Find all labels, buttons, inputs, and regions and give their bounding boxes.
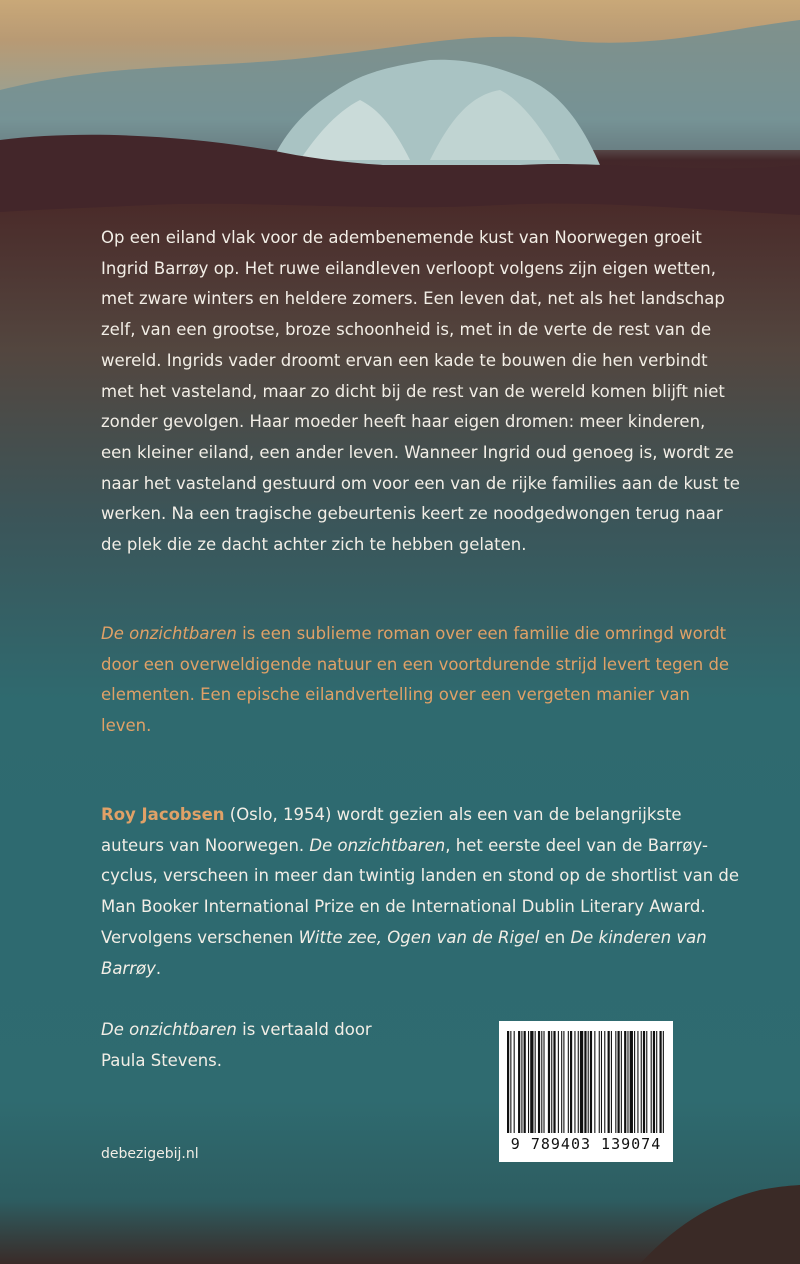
barcode-bar	[621, 1031, 622, 1133]
barcode-bar	[543, 1031, 544, 1133]
barcode-bar	[578, 1031, 579, 1133]
barcode-bar	[553, 1031, 555, 1133]
barcode-bar	[528, 1031, 529, 1133]
author-bio-text: , het eerste deel van de Barrøy-cyclus, verscheen in meer dan twintig landen en stond op de shortlist van de Man Booker International Prize en de International Dublin Literary Award. Vervolgens verschenen	[101, 835, 740, 947]
barcode-bar	[535, 1031, 536, 1133]
barcode-bar	[551, 1031, 552, 1133]
barcode-bar	[548, 1031, 550, 1133]
barcode-bar	[588, 1031, 589, 1133]
author-bio	[101, 800, 741, 984]
barcode-bar	[514, 1031, 515, 1133]
book-title: De onzichtbaren	[309, 835, 446, 855]
barcode-bar	[653, 1031, 655, 1133]
barcode-bar	[580, 1031, 583, 1133]
barcode-bar	[630, 1031, 633, 1133]
barcode-bar	[604, 1031, 605, 1133]
barcode-bar	[524, 1031, 526, 1133]
book-title: De kinderen van Barrøy	[101, 927, 707, 978]
blurb-highlight-text: is een sublieme roman over een familie die omringd wordt door een overweldigende natuur en een voortdurende strijd levert tegen de elementen. Een epische eilandvertelling over een vergeten manier van leven.	[101, 624, 730, 736]
blurb-paragraph: Op een eiland vlak voor de adembenemende kust van Noorwegen groeit Ingrid Barrøy op. Het ruwe eilandleven verloopt volgens zijn eigen wetten, met zware winters en heldere zomers. Een leven dat, net als het landschap zelf, van een grootse, broze schoonheid is, met in de verte de rest van de wereld. Ingrids vader droomt ervan een kade te bouwen die hen verbindt met het vasteland, maar zo dicht bij de rest van de wereld komen blijft niet zonder gevolgen. Haar moeder heeft haar eigen dromen: meer kinderen, een kleiner eiland, een ander leven. Wanneer Ingrid oud genoeg is, wordt ze naar het vasteland gestuurd om voor een van de rijke families aan de kust te werken. Na een tragische gebeurtenis keert ze noodgedwongen terug naar de plek die ze dacht achter zich te hebben gelaten.	[101, 228, 740, 555]
book-title: De onzichtbaren	[101, 624, 237, 643]
barcode-bar	[656, 1031, 657, 1133]
barcode-bar	[659, 1031, 661, 1133]
barcode-bar	[663, 1031, 664, 1133]
book-title: De onzichtbaren	[101, 1020, 237, 1039]
barcode-bar	[601, 1031, 602, 1133]
barcode-bar	[646, 1031, 647, 1133]
barcode-bar	[563, 1031, 564, 1133]
blurb-highlight	[101, 619, 741, 742]
publisher-url: debezigebij.nl	[101, 1146, 199, 1162]
barcode-bar	[558, 1031, 559, 1133]
barcode-bar	[518, 1031, 520, 1133]
barcode-bar	[599, 1031, 600, 1133]
barcode-bar	[507, 1031, 509, 1133]
barcode-bar	[521, 1031, 522, 1133]
barcode-bar	[538, 1031, 540, 1133]
barcode-bar	[568, 1031, 569, 1133]
barcode-bar	[624, 1031, 626, 1133]
translation-credit	[101, 1015, 401, 1076]
barcode-bar	[643, 1031, 645, 1133]
isbn-number: 9 789403 139074	[510, 1135, 662, 1153]
translation-text: is vertaald door Paula Stevens.	[101, 1020, 372, 1070]
barcode-bar	[570, 1031, 572, 1133]
barcode-bar	[641, 1031, 642, 1133]
barcode-bar	[594, 1031, 595, 1133]
isbn-barcode	[499, 1021, 673, 1162]
author-bio-text: (Oslo, 1954) wordt gezien als een van de belangrijkste auteurs van Noorwegen.	[101, 805, 682, 855]
barcode-bar	[608, 1031, 610, 1133]
barcode-bar	[637, 1031, 638, 1133]
barcode-bar	[615, 1031, 616, 1133]
author-bio-text: .	[155, 958, 162, 978]
author-name: Roy Jacobsen	[101, 805, 225, 824]
barcode-bar	[561, 1031, 562, 1133]
barcode-bar	[574, 1031, 575, 1133]
barcode-bars	[507, 1031, 665, 1133]
author-bio-text: en	[539, 927, 571, 947]
book-title: Witte zee, Ogen van de Rigel	[298, 927, 540, 947]
barcode-bar	[530, 1031, 533, 1133]
barcode-bar	[510, 1031, 511, 1133]
barcode-bar	[617, 1031, 619, 1133]
barcode-bar	[590, 1031, 592, 1133]
barcode-bar	[611, 1031, 612, 1133]
barcode-bar	[584, 1031, 586, 1133]
barcode-bar	[651, 1031, 652, 1133]
barcode-bar	[634, 1031, 635, 1133]
barcode-bar	[541, 1031, 542, 1133]
barcode-bar	[627, 1031, 628, 1133]
